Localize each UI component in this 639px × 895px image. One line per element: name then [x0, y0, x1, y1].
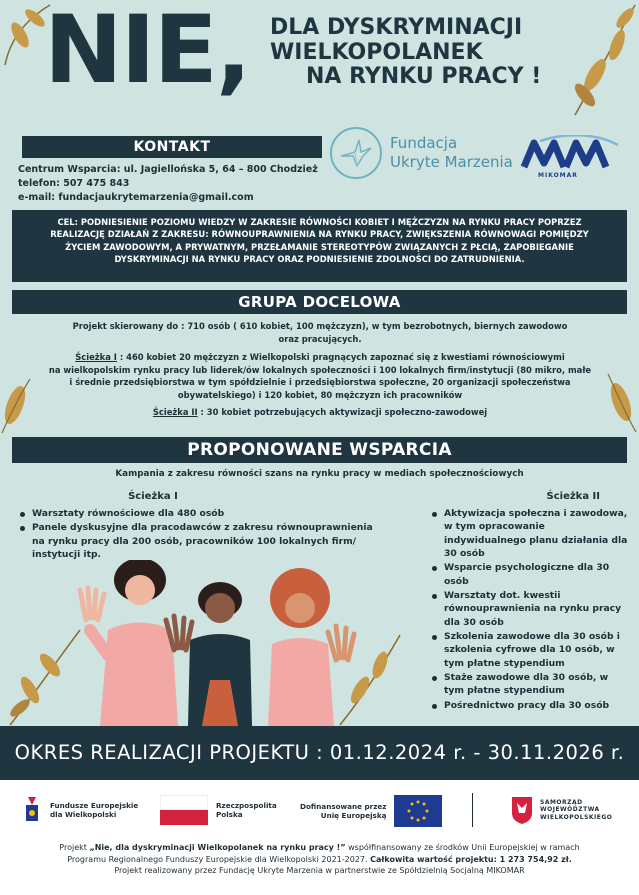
list-item: Staże zawodowe dla 30 osób, w tym płatne stypendium: [430, 671, 630, 698]
women-illustration: [60, 560, 360, 726]
wsparcie-sciezka-2-title: Ścieżka II: [546, 491, 600, 502]
mikomar-mark-icon: [520, 135, 620, 169]
wsparcie-sciezka-1: [18, 492, 408, 562]
eu-logo: [300, 795, 442, 827]
grupa-intro-line-2: oraz pracujących.: [278, 333, 362, 344]
goal-line-4: DYSKRYMINACJI NA RYNKU PRACY ORAZ PODNIESIENIE ZDOLNOŚCI DO ZATRUDNIENIA.: [114, 254, 525, 265]
wsparcie-sciezka-2: [430, 492, 630, 713]
goal-line-1: CEL: PODNIESIENIE POZIOMU WIEDZY W ZAKRESIE RÓWNOŚCI KOBIET I MĘŻCZYZN NA RYNKU PRACY POPRZEZ: [57, 217, 582, 227]
grupa-intro-line-1: Projekt skierowany do : 710 osób ( 610 kobiet, 100 mężczyzn), w tym bezrobotnych, biernych zawodowo: [72, 321, 568, 331]
kampania-text: Kampania z zakresu równości szans na rynku pracy w mediach społecznościowych: [115, 469, 524, 479]
mikomar-name: MIKOMAR: [538, 172, 578, 179]
sciezka-1-line-3: i średnie przedsiębiorstwa w tym spółdzielnie i przedsiębiorstwa społeczne, 20 organizacji społeczeństwa: [69, 377, 571, 388]
list-item: Szkolenia zawodowe dla 30 osób i szkolenia cyfrowe dla 10 osób, w tym płatne stypendium: [430, 630, 630, 670]
fundacja-name-line-1: Fundacja: [390, 134, 458, 153]
headline-line-3: NA RYNKU PRACY !: [306, 64, 542, 90]
crane-icon: [330, 127, 382, 179]
eu-flag-icon: [394, 795, 442, 827]
ue-line-2: Unię Europejską: [320, 811, 387, 820]
footer-text: [10, 842, 629, 877]
sciezka-1-line-2: na wielkopolskim rynku pracy lub liderek/ów lokalnych społeczności i 100 lokalnych firm/instytucji (80 mikro, małe: [48, 364, 592, 375]
list-item: Warsztaty równościowe dla 480 osób: [18, 507, 408, 520]
wsparcie-sciezka-2-list: [430, 507, 630, 712]
sciezka-1-line-4: obywatelskiego) i 120 kobiet, 80 mężczyzn ich pracowników: [177, 390, 463, 401]
mikomar-logo: [520, 135, 620, 179]
rp-line-2: Polska: [216, 810, 243, 819]
list-item: Aktywizacja społeczna i zawodowa, w tym opracowanie indywidualnego planu działania dla 30 osób: [430, 507, 630, 560]
sciezka-2-label: Ścieżka II: [152, 406, 198, 417]
sciezka-1-label: Ścieżka I: [75, 352, 117, 363]
footer-l1a: Projekt: [59, 843, 90, 852]
headline-text: [270, 16, 570, 90]
kontakt-title: KONTAKT: [22, 136, 322, 158]
proponowane-wsparcia-title: PROPONOWANE WSPARCIA: [12, 437, 627, 463]
contact-email: e-mail: fundacjaukrytemarzenia@gmail.com: [18, 191, 254, 203]
headline-line-1: DLA DYSKRYMINACJI: [270, 15, 523, 40]
sw-line-1: SAMORZĄD: [540, 798, 583, 806]
fundacja-logo: [330, 127, 513, 179]
rp-line-1: Rzeczpospolita: [216, 801, 277, 810]
list-item: Pośrednictwo pracy dla 30 osób: [430, 699, 630, 712]
footer-l3: Projekt realizowany przez Fundację Ukryte Marzenia w partnerstwie ze Spółdzielnią Socjalną MIKOMAR: [114, 866, 525, 876]
logo-divider: [472, 793, 473, 827]
contact-info: [18, 163, 318, 204]
list-item: Panele dyskusyjne dla pracodawców z zakresu równouprawnienia na rynku pracy dla 200 osób, pracowników 100 lokalnych firm/ instytucji itp.: [18, 521, 373, 561]
rzeczpospolita-logo: [160, 795, 277, 825]
goal-line-2: REALIZACJĘ DZIAŁAŃ Z ZAKRESU: RÓWNOUPRAWNIENIA NA RYNKU PRACY, ZWIĘKSZENIA RÓWNOWAGI POMIĘDZY: [50, 229, 589, 240]
funding-logos: [0, 785, 639, 839]
wsparcie-sciezka-1-list: [18, 507, 408, 561]
project-goal: [12, 210, 627, 282]
footer-l2b: Całkowita wartość projektu: 1 273 754,92 zł.: [370, 854, 572, 864]
fe-line-1: Fundusze Europejskie: [50, 801, 139, 810]
fundusze-europejskie-logo: [24, 795, 138, 825]
coat-of-arms-icon: [510, 795, 534, 825]
fundacja-name-line-2: Ukryte Marzenia: [390, 153, 513, 171]
contact-phone: telefon: 507 475 843: [18, 177, 130, 189]
grupa-docelowa-title: GRUPA DOCELOWA: [12, 290, 627, 314]
okres-realizacji: OKRES REALIZACJI PROJEKTU : 01.12.2024 r. - 30.11.2026 r.: [0, 726, 639, 780]
ue-line-1: Dofinansowane przez: [300, 802, 387, 811]
fe-line-2: dla Wielkopolski: [50, 810, 117, 819]
footer-l1c: współfinansowany ze środków Unii Europejskiej w ramach: [345, 843, 580, 852]
sciezka-1-line-1: : 460 kobiet 20 mężczyzn z Wielkopolski pragnących zapoznać się z kwestiami równościowymi: [116, 352, 565, 363]
sw-line-2: WOJEWÓDZTWA: [540, 806, 600, 814]
wsparcie-sciezka-1-title: Ścieżka I: [128, 491, 178, 502]
polish-flag-icon: [160, 795, 208, 825]
headline-line-2: WIELKOPOLANEK: [270, 39, 483, 65]
samorzad-logo: [510, 795, 612, 825]
goal-line-3: ŻYCIEM ZAWODOWYM, A PRYWATNYM, PRZEŁAMANIE STEREOTYPÓW ZWIĄZANYCH Z PŁCIĄ, ZAPOBIEGANIE: [65, 241, 574, 252]
list-item: Warsztaty dot. kwestii równouprawnienia na rynku pracy dla 30 osób: [430, 589, 630, 629]
contact-address: Centrum Wsparcia: ul. Jagiellońska 5, 64 – 800 Chodzież: [18, 164, 318, 175]
footer-l1b: „Nie, dla dyskryminacji Wielkopolanek na rynku pracy !”: [89, 843, 346, 852]
sw-line-3: WIELKOPOLSKIEGO: [540, 813, 613, 821]
fe-star-icon: [24, 795, 46, 825]
grupa-docelowa-text: [20, 320, 620, 424]
footer-l2a: Programu Regionalnego Funduszy Europejskie dla Wielkopolski 2021-2027.: [67, 854, 371, 864]
headline-nie: NIE,: [44, 0, 250, 105]
list-item: Wsparcie psychologiczne dla 30 osób: [430, 561, 630, 588]
sciezka-2-text: : 30 kobiet potrzebujących aktywizacji społeczno-zawodowej: [197, 406, 488, 417]
